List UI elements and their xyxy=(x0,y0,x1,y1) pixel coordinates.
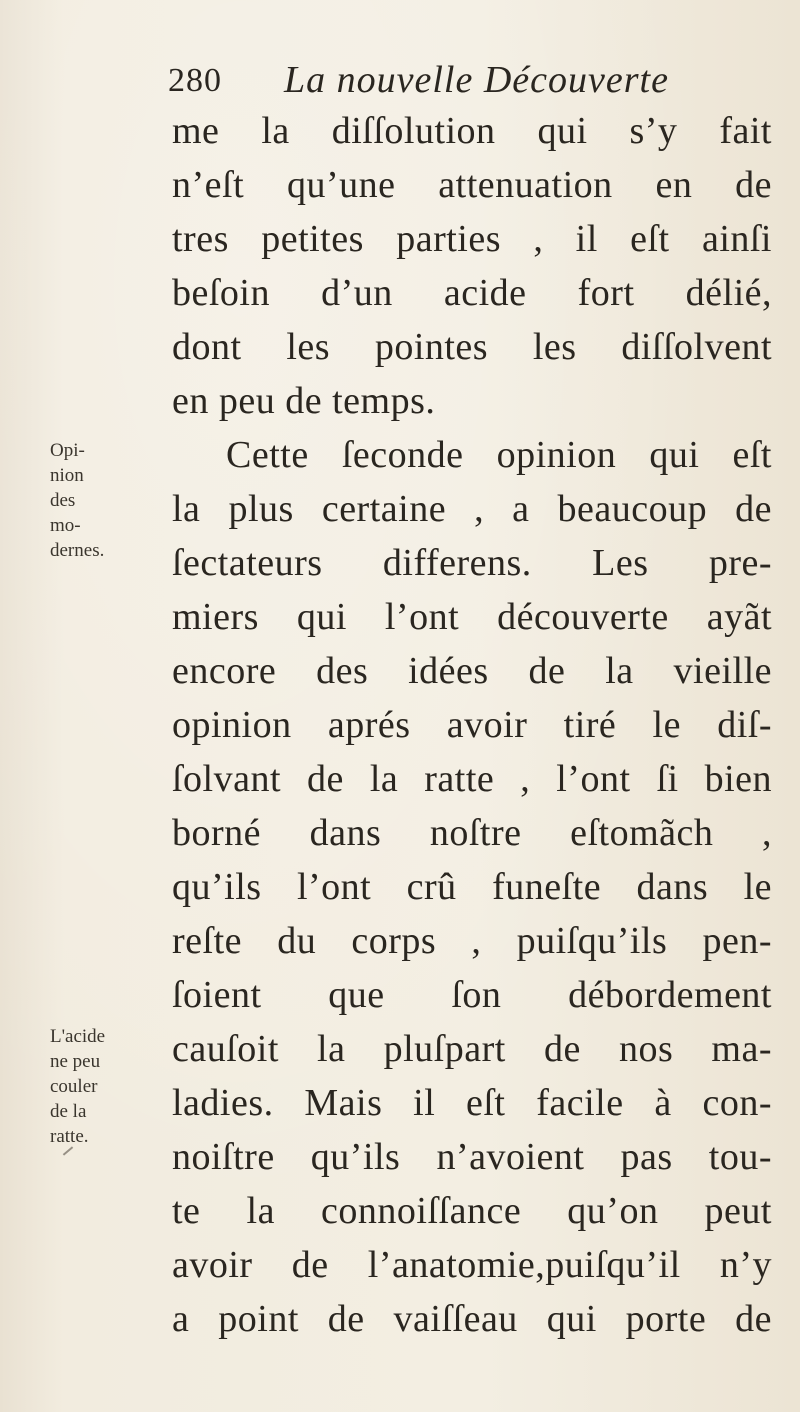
text-line: avoir de l’anatomie,puiſqu’il n’y xyxy=(172,1244,772,1286)
text-line: borné dans noſtre eſtomãch , xyxy=(172,812,772,854)
margin-note-line: dernes. xyxy=(50,540,105,561)
body-text xyxy=(172,104,772,1346)
margin-note-line: des xyxy=(50,490,76,511)
margin-note-line: nion xyxy=(50,465,84,486)
page-header xyxy=(168,58,768,108)
text-line: tres petites parties , il eſt ainſi xyxy=(172,218,772,260)
margin-note-line: ratte. xyxy=(50,1126,89,1147)
margin-note-line: ne peu xyxy=(50,1051,101,1072)
margin-note-acide xyxy=(50,1024,134,1149)
margin-note-line: L'acide xyxy=(50,1026,106,1047)
text-line: ladies. Mais il eſt facile à con- xyxy=(172,1082,772,1124)
text-line: ſectateurs differens. Les pre- xyxy=(172,542,772,584)
text-line: encore des idées de la vieille xyxy=(172,650,772,692)
margin-note-line: mo- xyxy=(50,515,81,536)
text-line: beſoin d’un acide fort délié, xyxy=(172,272,772,314)
text-line: opinion aprés avoir tiré le diſ- xyxy=(172,704,772,746)
margin-note-line: de la xyxy=(50,1101,87,1122)
text-line: Cette ſeconde opinion qui eſt xyxy=(226,434,772,476)
text-line: ſoient que ſon débordement xyxy=(172,974,772,1016)
text-line: la plus certaine , a beaucoup de xyxy=(172,488,772,530)
text-line: en peu de temps. xyxy=(172,380,436,422)
text-line: noiſtre qu’ils n’avoient pas tou- xyxy=(172,1136,772,1178)
margin-note-line: Opi- xyxy=(50,440,85,461)
margin-note-opinion xyxy=(50,438,134,563)
text-line: n’eſt qu’une attenuation en de xyxy=(172,164,772,206)
text-line: cauſoit la pluſpart de nos ma- xyxy=(172,1028,772,1070)
text-line: te la connoiſſance qu’on peut xyxy=(172,1190,772,1232)
text-line: a point de vaiſſeau qui porte de xyxy=(172,1298,772,1340)
text-line: miers qui l’ont découverte ayãt xyxy=(172,596,772,638)
text-line: me la diſſolution qui s’y fait xyxy=(172,110,772,152)
margin-note-line: couler xyxy=(50,1076,98,1097)
text-line: qu’ils l’ont crû funeſte dans le xyxy=(172,866,772,908)
text-line: ſolvant de la ratte , l’ont ſi bien xyxy=(172,758,772,800)
text-line: reſte du corps , puiſqu’ils pen- xyxy=(172,920,772,962)
running-title: La nouvelle Découverte xyxy=(284,59,669,101)
page-number: 280 xyxy=(168,62,222,99)
text-line: dont les pointes les diſſolvent xyxy=(172,326,772,368)
